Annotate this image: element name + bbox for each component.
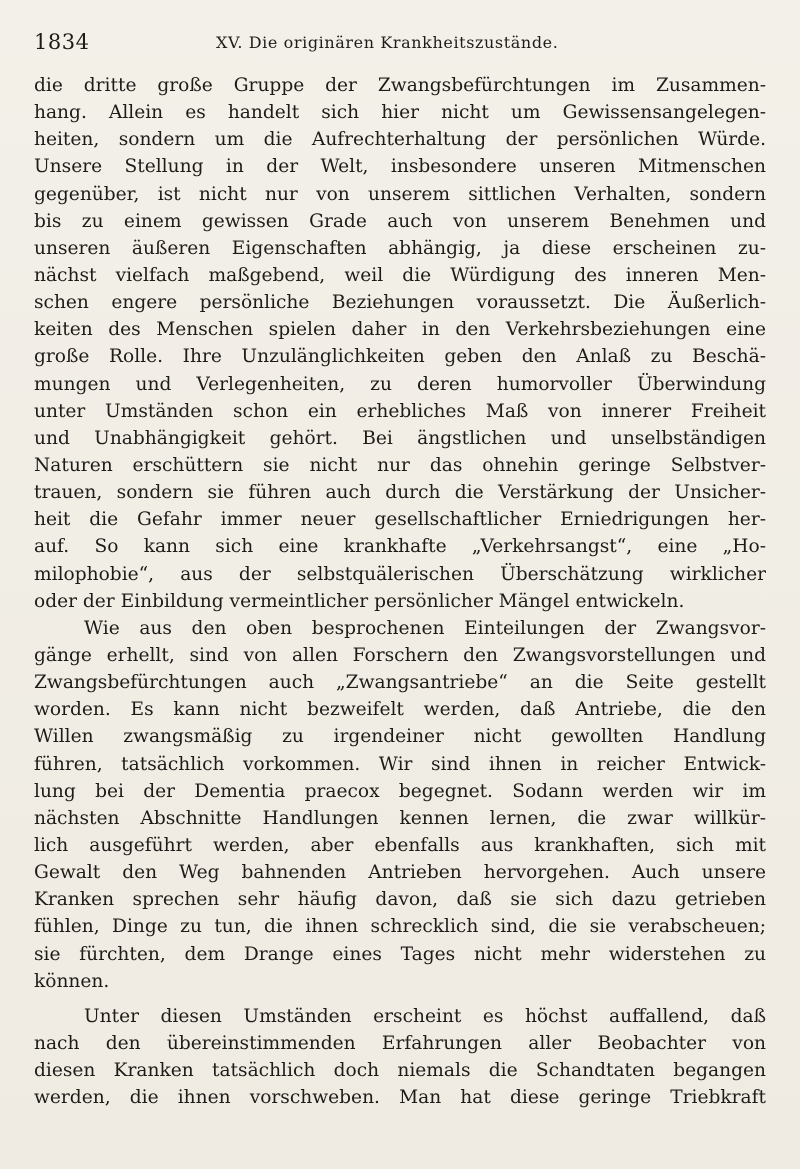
text-line: trauen, sondern sie führen auch durch die Verstärkung der Unsicher- bbox=[34, 482, 766, 504]
text-line: nächst vielfach maßgebend, weil die Würdigung des inneren Men- bbox=[34, 264, 766, 286]
text-line: bis zu einem gewissen Grade auch von unserem Benehmen und bbox=[34, 210, 766, 232]
text-line: sie fürchten, dem Drange eines Tages nicht mehr widerstehen zu bbox=[34, 943, 766, 965]
text-line: hang. Allein es handelt sich hier nicht um Gewissensangelegen- bbox=[34, 102, 766, 124]
text-line: große Rolle. Ihre Unzulänglichkeiten geben den Anlaß zu Beschä- bbox=[34, 346, 766, 368]
text-line: führen, tatsächlich vorkommen. Wir sind ihnen in reicher Entwick- bbox=[34, 753, 766, 775]
page-number: 1834 bbox=[34, 30, 90, 54]
body-text bbox=[34, 72, 766, 1111]
text-line: mungen und Verlegenheiten, zu deren humorvoller Überwindung bbox=[34, 373, 766, 395]
text-line: nach den übereinstimmenden Erfahrungen aller Beobachter von bbox=[34, 1032, 766, 1054]
text-line: fühlen, Dinge zu tun, die ihnen schrecklich sind, die sie verabscheuen; bbox=[34, 916, 766, 938]
text-line: werden, die ihnen vorschweben. Man hat diese geringe Triebkraft bbox=[34, 1087, 766, 1109]
text-line: Gewalt den Weg bahnenden Antrieben hervorgehen. Auch unsere bbox=[34, 862, 766, 884]
running-head: XV. Die originären Krankheitszustände. bbox=[216, 33, 559, 52]
text-line: gegenüber, ist nicht nur von unserem sittlichen Verhalten, sondern bbox=[34, 183, 766, 205]
text-line: lung bei der Dementia praecox begegnet. Sodann werden wir im bbox=[34, 780, 766, 802]
text-line: unseren äußeren Eigenschaften abhängig, ja diese erscheinen zu- bbox=[34, 237, 766, 259]
text-line: können. bbox=[34, 970, 110, 992]
text-line: gänge erhellt, sind von allen Forschern den Zwangsvorstellungen und bbox=[34, 644, 766, 666]
paragraph-1 bbox=[34, 72, 766, 615]
text-line: schen engere persönliche Beziehungen voraussetzt. Die Äußerlich- bbox=[34, 292, 766, 314]
text-line: Unter diesen Umständen erscheint es höchst auffallend, daß bbox=[84, 1005, 766, 1027]
paragraph-spacer bbox=[34, 995, 766, 1003]
text-line: oder der Einbildung vermeintlicher persönlicher Mängel entwickeln. bbox=[34, 590, 685, 612]
text-line: und Unabhängigkeit gehört. Bei ängstlichen und unselbständigen bbox=[34, 427, 766, 449]
text-line: Zwangsbefürchtungen auch „Zwangsantriebe“ an die Seite gestellt bbox=[34, 672, 766, 694]
text-line: keiten des Menschen spielen daher in den Verkehrsbeziehungen eine bbox=[34, 319, 766, 341]
text-line: diesen Kranken tatsächlich doch niemals die Schandtaten begangen bbox=[34, 1060, 766, 1082]
text-line: nächsten Abschnitte Handlungen kennen lernen, die zwar willkür- bbox=[34, 807, 766, 829]
text-line: heiten, sondern um die Aufrechterhaltung der persönlichen Würde. bbox=[34, 129, 766, 151]
text-line: Wie aus den oben besprochenen Einteilungen der Zwangsvor- bbox=[84, 617, 766, 639]
text-line: Unsere Stellung in der Welt, insbesondere unseren Mitmenschen bbox=[34, 156, 766, 178]
text-line: Kranken sprechen sehr häufig davon, daß sie sich dazu getrieben bbox=[34, 889, 766, 911]
page-header bbox=[34, 30, 766, 58]
paragraph-2 bbox=[34, 615, 766, 995]
text-line: die dritte große Gruppe der Zwangsbefürchtungen im Zusammen- bbox=[34, 75, 766, 96]
paragraph-3 bbox=[34, 1003, 766, 1112]
text-line: worden. Es kann nicht bezweifelt werden, daß Antriebe, die den bbox=[34, 699, 766, 721]
text-line: heit die Gefahr immer neuer gesellschaftlicher Erniedrigungen her- bbox=[34, 509, 766, 531]
text-line: Willen zwangsmäßig zu irgendeiner nicht gewollten Handlung bbox=[34, 726, 766, 748]
text-line: auf. So kann sich eine krankhafte „Verkehrsangst“, eine „Ho- bbox=[34, 536, 766, 558]
text-line: lich ausgeführt werden, aber ebenfalls aus krankhaften, sich mit bbox=[34, 834, 766, 856]
text-line: unter Umständen schon ein erhebliches Maß von innerer Freiheit bbox=[34, 400, 766, 422]
text-line: Naturen erschüttern sie nicht nur das ohnehin geringe Selbstver- bbox=[34, 454, 766, 476]
text-line: milophobie“, aus der selbstquälerischen Überschätzung wirklicher bbox=[34, 563, 766, 585]
